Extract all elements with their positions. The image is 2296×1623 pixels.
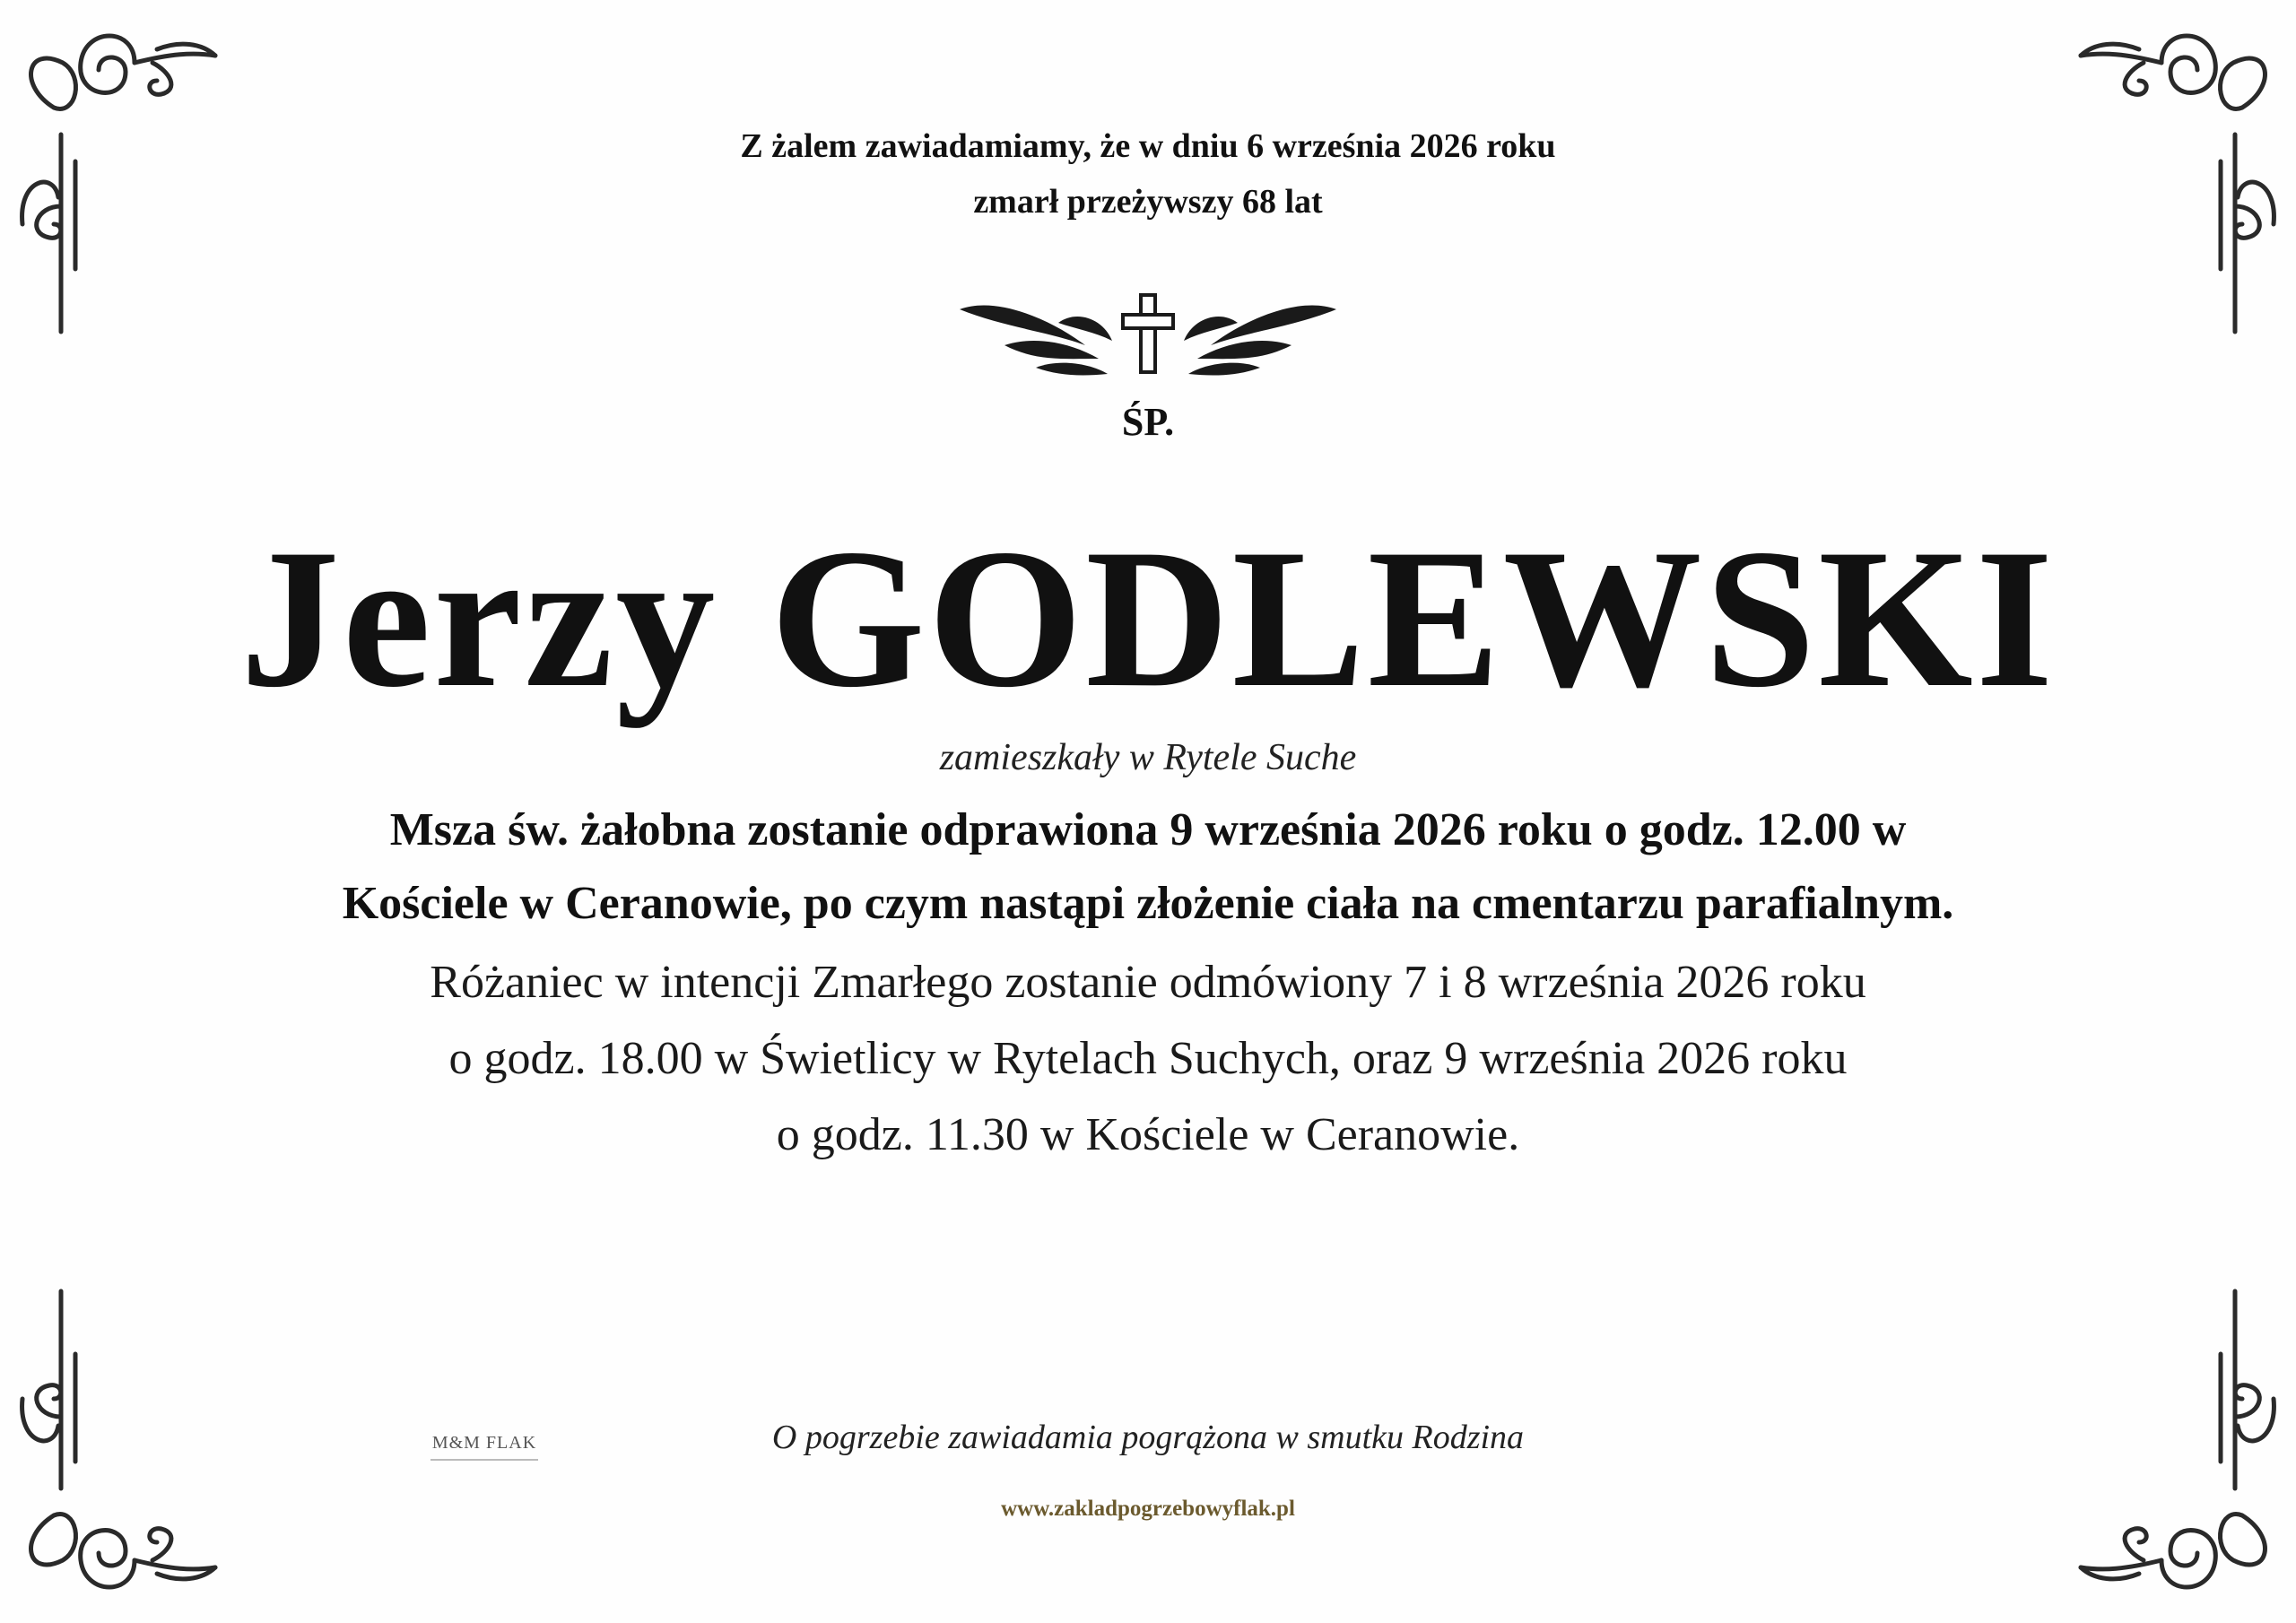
intro-line-1: Z żalem zawiadamiamy, że w dniu 6 września 2026 roku	[740, 127, 1556, 165]
deceased-name: Jerzy GODLEWSKI	[239, 508, 2057, 729]
honorific: ŚP.	[1121, 400, 1175, 444]
mass-line-2: Kościele w Ceranowie, po czym nastąpi złożenie ciała na cmentarzu parafialnym.	[342, 878, 1954, 929]
website-link[interactable]: www.zakladpogrzebowyflak.pl	[1001, 1497, 1295, 1521]
residence-text: zamieszkały w Rytele Suche	[939, 737, 1357, 778]
mass-announcement	[0, 794, 2296, 941]
rosary-line-2: o godz. 18.00 w Świetlicy w Rytelach Suchych, oraz 9 września 2026 roku	[448, 1033, 1848, 1084]
rosary-line-3: o godz. 11.30 w Kościele w Ceranowie.	[776, 1109, 1520, 1160]
rosary-announcement	[0, 944, 2296, 1173]
family-notice: O pogrzebie zawiadamia pogrążona w smutku Rodzina	[771, 1419, 1525, 1456]
cross-ornament	[951, 291, 1345, 381]
cross-with-leaves-icon	[951, 291, 1345, 381]
logo-text: M&M FLAK	[431, 1433, 537, 1453]
intro-text	[0, 118, 2296, 230]
rosary-line-1: Różaniec w intencji Zmarłego zostanie odmówiony 7 i 8 września 2026 roku	[430, 957, 1866, 1008]
intro-line-2: zmarł przeżywszy 68 lat	[973, 183, 1323, 221]
mass-line-1: Msza św. żałobna zostanie odprawiona 9 września 2026 roku o godz. 12.00 w	[389, 804, 1907, 855]
